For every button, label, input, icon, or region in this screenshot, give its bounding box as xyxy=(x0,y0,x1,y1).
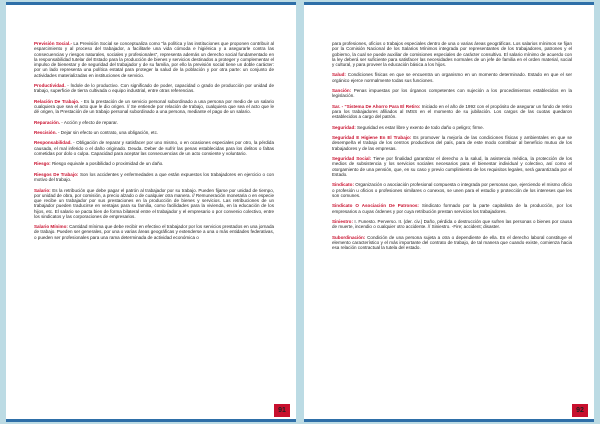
glossary-term: Rescisión. xyxy=(34,130,57,135)
glossary-definition: La Previsión Social se conceptualiza como "la política y las instituciones que proponen contribuir al esparcimiento y al proceso del trabajador, a facilitarle una vida cómoda e higiénica y a asegurarle contra las consecuencias y riesgos naturales, sociales y profesionales", representa además un derecho social fundamentado en la responsabilidad tutelar del Estado para la producción de bienes y servicios destinados a proteger y complementar el impulso de bienestar y de seguridad del trabajador y de su familia, por ello la previsión social tiene un doble carácter: por un lado representa una política estatal para proteger la salud de la población y por otra parte: un conjunto de actividades materializadas en instituciones de servicio. xyxy=(34,41,275,78)
glossary-entry xyxy=(332,88,572,99)
glossary-definition: Es promover la mejoría de las condiciones físicas y ambientales en que se desempeña el trabajo de los centros productivos del país, para de este modo contribuir al beneficio mutuo de los trabajadores y de las empresas. xyxy=(332,135,573,151)
glossary-term: Sanción: xyxy=(332,88,352,94)
glossary-definition: I. Funesto. Perverso. II. (der. civ.) Daño, pérdida o destrucción que sufren las personas o bienes por causa de muerte, incendio o cualquier otro accidente. // Siniestro. -Fire; accident; disaster. xyxy=(332,218,572,230)
page-number: 91 xyxy=(274,404,290,417)
glossary-entry xyxy=(332,104,572,120)
glossary-definition: Condiciones físicas en que se encuentra un organismo en un momento determinado. Estado en que el ser orgánico ejerce normalmente todas sus funciones. xyxy=(332,72,572,83)
glossary-entry xyxy=(332,182,572,198)
glossary-term: Salario: xyxy=(34,187,51,193)
glossary-definition: Penas impuestas por los órganos competentes con sujeción a los procedimientos establecidos en la legislación. xyxy=(332,88,572,99)
glossary-entry xyxy=(332,41,572,67)
glossary-term: Sindicato O Asociación De Patronos: xyxy=(332,203,419,209)
glossary-definition: - Dejar sin efecto un contrato, una obligación, etc. xyxy=(56,130,159,135)
glossary-term: Subordinación: xyxy=(332,234,366,240)
glossary-entry xyxy=(332,125,572,130)
glossary-definition: Iniciado en el año de 1992 con el propósito de asegurar un fondo de retiro para los trabajadores afiliados al IMSS en el momento de su jubilación. Los cargos de las cuotas quedaron establecidos a cargo del patrón. xyxy=(332,103,572,120)
glossary-definition: Cantidad mínima que debe recibir en efectivo el trabajador por los servicios prestados en una jornada de trabajo. Pueden ser generales, por una o varias áreas geográficas y extenderse a una o más entidades federativas, o pueden ser profesionales para una rama determinada de actividad económica o xyxy=(34,224,274,240)
page-bottom-bar xyxy=(304,419,594,422)
glossary-entry xyxy=(34,130,274,135)
glossary-definition: - Es la prestación de un servicio personal subordinado a una persona por medio de un salario cualquiera que sea el acto que le dio origen. // Se entiende por relación de trabajo, cualquiera que sea el acto que le dé origen, la Prestación de un trabajo personal subordinado a una persona, mediante el pago de un salario. xyxy=(34,98,274,115)
glossary-term: Productividad. xyxy=(34,82,66,88)
glossary-definition: para profesiones, oficios o trabajos especiales dentro de una o varias áreas geográficas. Los salarios mínimos se fijan por la Comisión Nacional de los Salarios Mínimos integrada por representantes de los trabajadores, patrones y el gobierno, la cual se puede auxiliar de comisiones especiales de carácter consultivo. El salario mínimo de acuerdo con la ley deberá ser suficiente para satisfacer las necesidades normales de un jefe de familia en el orden material, social y cultural, y para proveer la educación básica a los hijos. xyxy=(332,41,572,67)
glossary-definition: - Acción y efecto de reparar. xyxy=(60,119,118,125)
glossary-definition: Son los accidentes y enfermedades a que están expuestos los trabajadores en ejercicio o con motivo del trabajo. xyxy=(34,171,274,183)
glossary-entry xyxy=(332,235,572,251)
glossary-definition: Tiene por finalidad garantizar el derecho a la salud, la asistencia médica, la protección de los medios de subsistencia y los servicios sociales necesarios para el bienestar individual y colectivo, así como el otorgamiento de una pensión, que, en su caso y previo cumplimiento de los requisitos legales, será garantizada por el Estado. xyxy=(332,156,572,177)
glossary-term: Seguridad: xyxy=(332,124,356,130)
glossary-entry xyxy=(34,172,274,183)
glossary-term: Riesgos De Trabajo: xyxy=(34,171,79,177)
glossary-entry xyxy=(332,219,572,230)
glossary-entry xyxy=(34,161,274,166)
page-top-bar xyxy=(304,2,594,5)
glossary-term: Responsabilidad. xyxy=(34,140,72,146)
glossary-entry xyxy=(332,135,572,151)
glossary-entry xyxy=(332,156,572,177)
glossary-definition: Seguridad es estar libre y exento de todo daño o peligro; firme. xyxy=(355,124,484,130)
left-glossary xyxy=(34,41,274,245)
glossary-term: Reparación. xyxy=(34,119,61,125)
glossary-entry xyxy=(34,99,274,115)
page-number: 92 xyxy=(572,404,588,417)
glossary-term: Salario Mínimo: xyxy=(34,224,68,230)
glossary-definition: Organización o asociación profesional compuesta o integrada por personas que, ejerciendo el mismo oficio o profesión u oficios o profesiones similares o conexos, se unen para el estudio y protección de los intereses que les son comunes. xyxy=(332,182,572,198)
glossary-entry xyxy=(34,41,274,78)
left-page xyxy=(6,2,296,422)
glossary-term: Riesgo: xyxy=(34,161,51,167)
glossary-term: Relación De Trabajo. xyxy=(34,98,80,104)
glossary-definition: - Obligación de reparar y satisfacer por uno mismo, o en ocasiones especiales por otro, la pérdida causada, el mal inferido o el daño originado. Deuda. Deber de sufrir las penas establecidas para los delitos o faltas cometidas por dolo o culpa. Capacidad para aceptar las consecuencias de un acto consiente y voluntario. xyxy=(34,140,274,156)
right-glossary xyxy=(332,41,572,256)
glossary-entry xyxy=(332,72,572,83)
glossary-entry xyxy=(34,188,274,220)
glossary-entry xyxy=(34,140,274,156)
glossary-definition: Sindicato formado por la parte capitalista de la producción, por los empresarios a cuyas órdenes y por cuya retribución prestan servicios los trabajadores. xyxy=(332,203,572,214)
glossary-term: Sar. - "Sistema De Ahorro Para El Retiro: xyxy=(332,103,421,109)
glossary-definition: Es la retribución que debe pagar el patrón al trabajador por su trabajo. Pueden fijarse por unidad de tiempo, por unidad de obra, por comisión, a precio alzado o de cualquier otra manera. // Remuneración monetaria o en especie que recibe un trabajador por sus prestaciones en la producción de bienes y servicios. Las retribuciones de un trabajador pueden traducirse en ventajas para su familia, como facilidades para la vivienda, en la educación de los hijos, etc. El salario se pacta bien de forma bilateral entre el trabajador y el empresario o por convenio colectivo, entre los sindicatos y las corporaciones de empresarios. xyxy=(34,187,274,219)
page-bottom-bar xyxy=(6,419,296,422)
glossary-definition: - Índole de lo productivo. Con significado de poder, capacidad o grado de producción por unidad de trabajo, superficie de tierra cultivada o equipo industrial, entre otras referencias. xyxy=(34,82,274,94)
glossary-definition: Condición de una persona sujeta a otra o dependiente de ella. En el derecho laboral constituye el elemento característico y el más importante del contrato de trabajo, de tal manera que cuando existe, comienza hacia esa relación contractual la tutela del estado. xyxy=(332,234,572,251)
glossary-entry xyxy=(34,224,274,240)
glossary-definition: Riesgo equivale a posibilidad o proximidad de un daño. xyxy=(50,161,164,167)
glossary-term: Seguridad Social: xyxy=(332,156,372,162)
glossary-entry xyxy=(34,120,274,125)
glossary-entry xyxy=(332,203,572,214)
glossary-entry xyxy=(34,83,274,94)
right-page xyxy=(304,2,594,422)
glossary-term: Seguridad E Higiene En El Trabajo: xyxy=(332,135,412,141)
glossary-term: Salud: xyxy=(332,72,346,78)
page-top-bar xyxy=(6,2,296,5)
glossary-term: Previsión Social.- xyxy=(34,41,73,46)
glossary-term: Sindicato: xyxy=(332,182,354,188)
glossary-term: Siniestro: xyxy=(332,218,353,224)
